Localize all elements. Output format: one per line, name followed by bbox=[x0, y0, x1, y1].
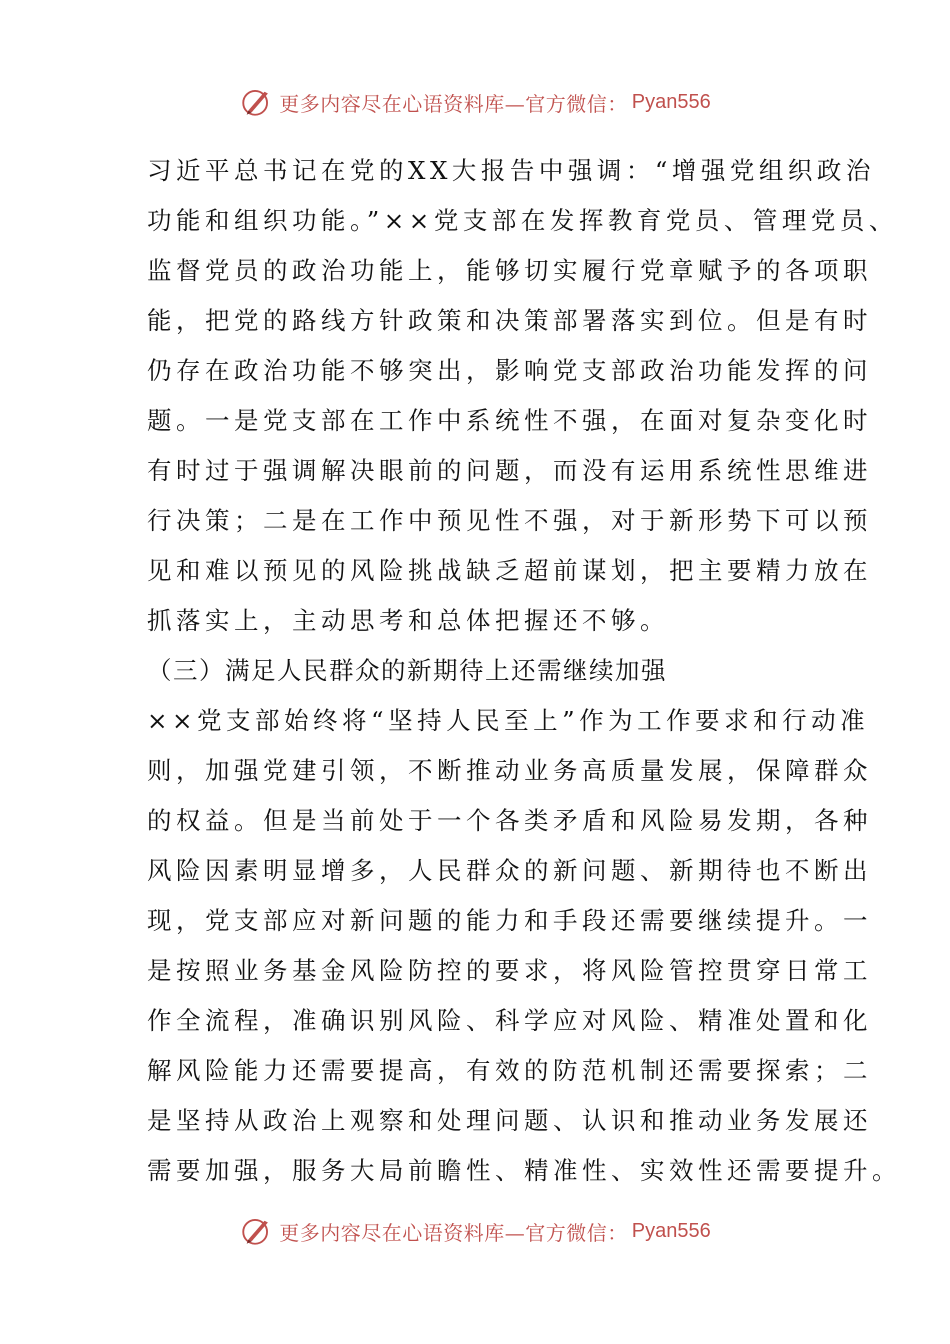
header-wechat-id: Pyan556 bbox=[631, 90, 711, 113]
body-line: 的权益。但是当前处于一个各类矛盾和风险易发期，各种 bbox=[147, 806, 872, 835]
body-line: 监督党员的政治功能上，能够切实履行党章赋予的各项职 bbox=[147, 256, 872, 285]
body-line: 习近平总书记在党的XX大报告中强调：“增强党组织政治 bbox=[147, 156, 875, 185]
body-line: ××党支部始终将“坚持人民至上”作为工作要求和行动准 bbox=[147, 706, 870, 735]
body-line: 题。一是党支部在工作中系统性不强，在面对复杂变化时 bbox=[147, 406, 872, 435]
body-line: 见和难以预见的风险挑战缺乏超前谋划，把主要精力放在 bbox=[147, 556, 872, 585]
body-line: 能，把党的路线方针政策和决策部署落实到位。但是有时 bbox=[147, 306, 872, 335]
pen-logo-icon bbox=[239, 85, 273, 119]
pen-logo-icon bbox=[239, 1214, 273, 1248]
body-line: 现，党支部应对新问题的能力和手段还需要继续提升。一 bbox=[147, 906, 872, 935]
body-line: 是坚持从政治上观察和处理问题、认识和推动业务发展还 bbox=[147, 1106, 872, 1135]
body-line: 风险因素明显增多，人民群众的新问题、新期待也不断出 bbox=[147, 856, 872, 885]
footer-wechat-id: Pyan556 bbox=[631, 1219, 711, 1242]
body-line: 抓落实上，主动思考和总体把握还不够。 bbox=[147, 606, 669, 635]
header-banner-text: 更多内容尽在心语资料库—官方微信： bbox=[279, 91, 628, 116]
body-line: 需要加强，服务大局前瞻性、精准性、实效性还需要提升。 bbox=[147, 1156, 901, 1185]
body-line: 有时过于强调解决眼前的问题，而没有运用系统性思维进 bbox=[147, 456, 872, 485]
body-line: 作全流程，准确识别风险、科学应对风险、精准处置和化 bbox=[147, 1006, 872, 1035]
body-line: 仍存在政治功能不够突出，影响党支部政治功能发挥的问 bbox=[147, 356, 872, 385]
body-line: 行决策；二是在工作中预见性不强，对于新形势下可以预 bbox=[147, 506, 872, 535]
footer-banner-text: 更多内容尽在心语资料库—官方微信： bbox=[279, 1220, 628, 1245]
body-line: 解风险能力还需要提高，有效的防范机制还需要探索；二 bbox=[147, 1056, 872, 1085]
body-line: 是按照业务基金风险防控的要求，将风险管控贯穿日常工 bbox=[147, 956, 872, 985]
body-line: 功能和组织功能。”××党支部在发挥教育党员、管理党员、 bbox=[147, 206, 898, 235]
document-body bbox=[147, 146, 901, 1196]
body-line: 则，加强党建引领，不断推动业务高质量发展，保障群众 bbox=[147, 756, 872, 785]
header-banner bbox=[0, 82, 950, 122]
footer-banner bbox=[0, 1211, 950, 1251]
section-heading: （三）满足人民群众的新期待上还需继续加强 bbox=[147, 656, 667, 685]
